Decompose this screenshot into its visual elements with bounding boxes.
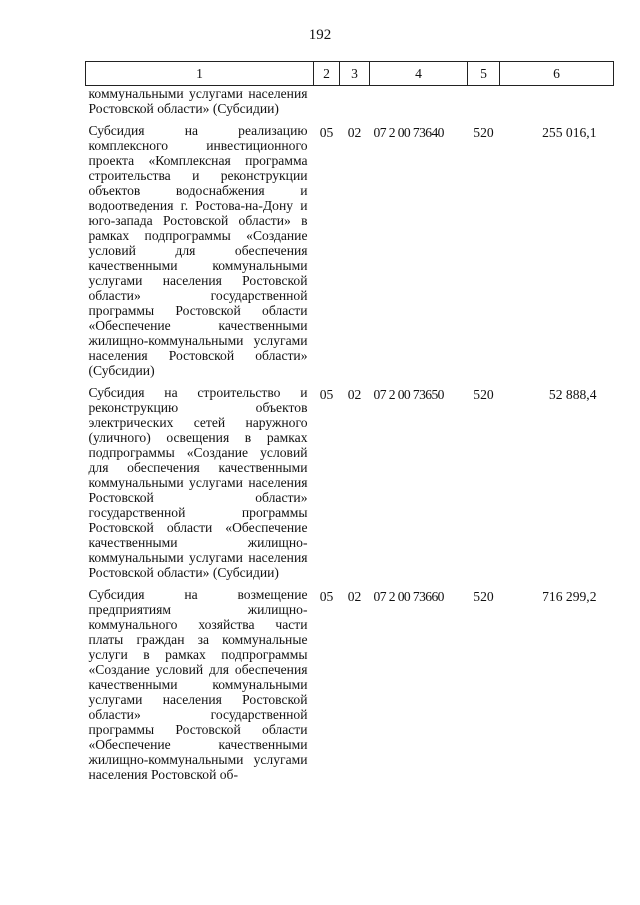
table-row xyxy=(86,587,614,789)
row-amount: 255 016,1 xyxy=(542,125,597,140)
row-description: Субсидия на реализацию комплексного инвестиционного проекта «Комплексная программа строительства и реконструкции объектов водоснабжения и водоотведения г. Ростова-на-Дону и юго-запада Ростовской области» в рамках подпрограммы «Создание условий для обеспечения качественными коммунальными услугами населения Ростовской области» государственной программы Ростовской области «Обеспечение качественными жилищно-коммунальными услугами населения Ростовской области» (Субсидии) xyxy=(88,123,308,378)
row-target-article: 07 2 00 73640 xyxy=(373,125,444,140)
header-col-1: 1 xyxy=(86,62,314,86)
table-row-continuation xyxy=(86,86,614,124)
continuation-description: коммунальными услугами населения Ростовской области» (Субсидии) xyxy=(88,86,308,116)
row-expense-type: 520 xyxy=(473,387,494,402)
row-subsection-code: 02 xyxy=(347,589,362,604)
header-col-2: 2 xyxy=(314,62,340,86)
row-expense-type: 520 xyxy=(473,125,494,140)
table-row xyxy=(86,123,614,385)
row-target-article: 07 2 00 73650 xyxy=(373,387,444,402)
header-col-4: 4 xyxy=(370,62,468,86)
row-section-code: 05 xyxy=(319,387,334,402)
row-section-code: 05 xyxy=(319,589,334,604)
budget-table xyxy=(85,61,614,789)
row-expense-type: 520 xyxy=(473,589,494,604)
row-section-code: 05 xyxy=(319,125,334,140)
header-col-5: 5 xyxy=(468,62,500,86)
row-target-article: 07 2 00 73660 xyxy=(373,589,444,604)
row-description: Субсидия на строительство и реконструкцию объектов электрических сетей наружного (уличного) освещения в рамках подпрограммы «Создание условий для обеспечения качественными коммунальными услугами населения Ростовской области» государственной программы Ростовской области «Обеспечение качественными жилищно-коммунальными услугами населения Ростовской области» (Субсидии) xyxy=(88,385,308,580)
row-amount: 716 299,2 xyxy=(542,589,597,604)
row-subsection-code: 02 xyxy=(347,387,362,402)
table-row xyxy=(86,385,614,587)
row-description: Субсидия на возмещение предприятиям жилищно-коммунального хозяйства части платы граждан за коммунальные услуги в рамках подпрограммы «Создание условий для обеспечения качественными коммунальными услугами населения Ростовской области» государственной программы Ростовской области «Обеспечение качественными жилищно-коммунальными услугами населения Ростовской об- xyxy=(88,587,308,782)
table-header-row xyxy=(86,62,614,86)
row-amount: 52 888,4 xyxy=(548,387,597,402)
header-col-3: 3 xyxy=(340,62,370,86)
header-col-6: 6 xyxy=(500,62,614,86)
row-subsection-code: 02 xyxy=(347,125,362,140)
page-number: 192 xyxy=(308,27,332,43)
